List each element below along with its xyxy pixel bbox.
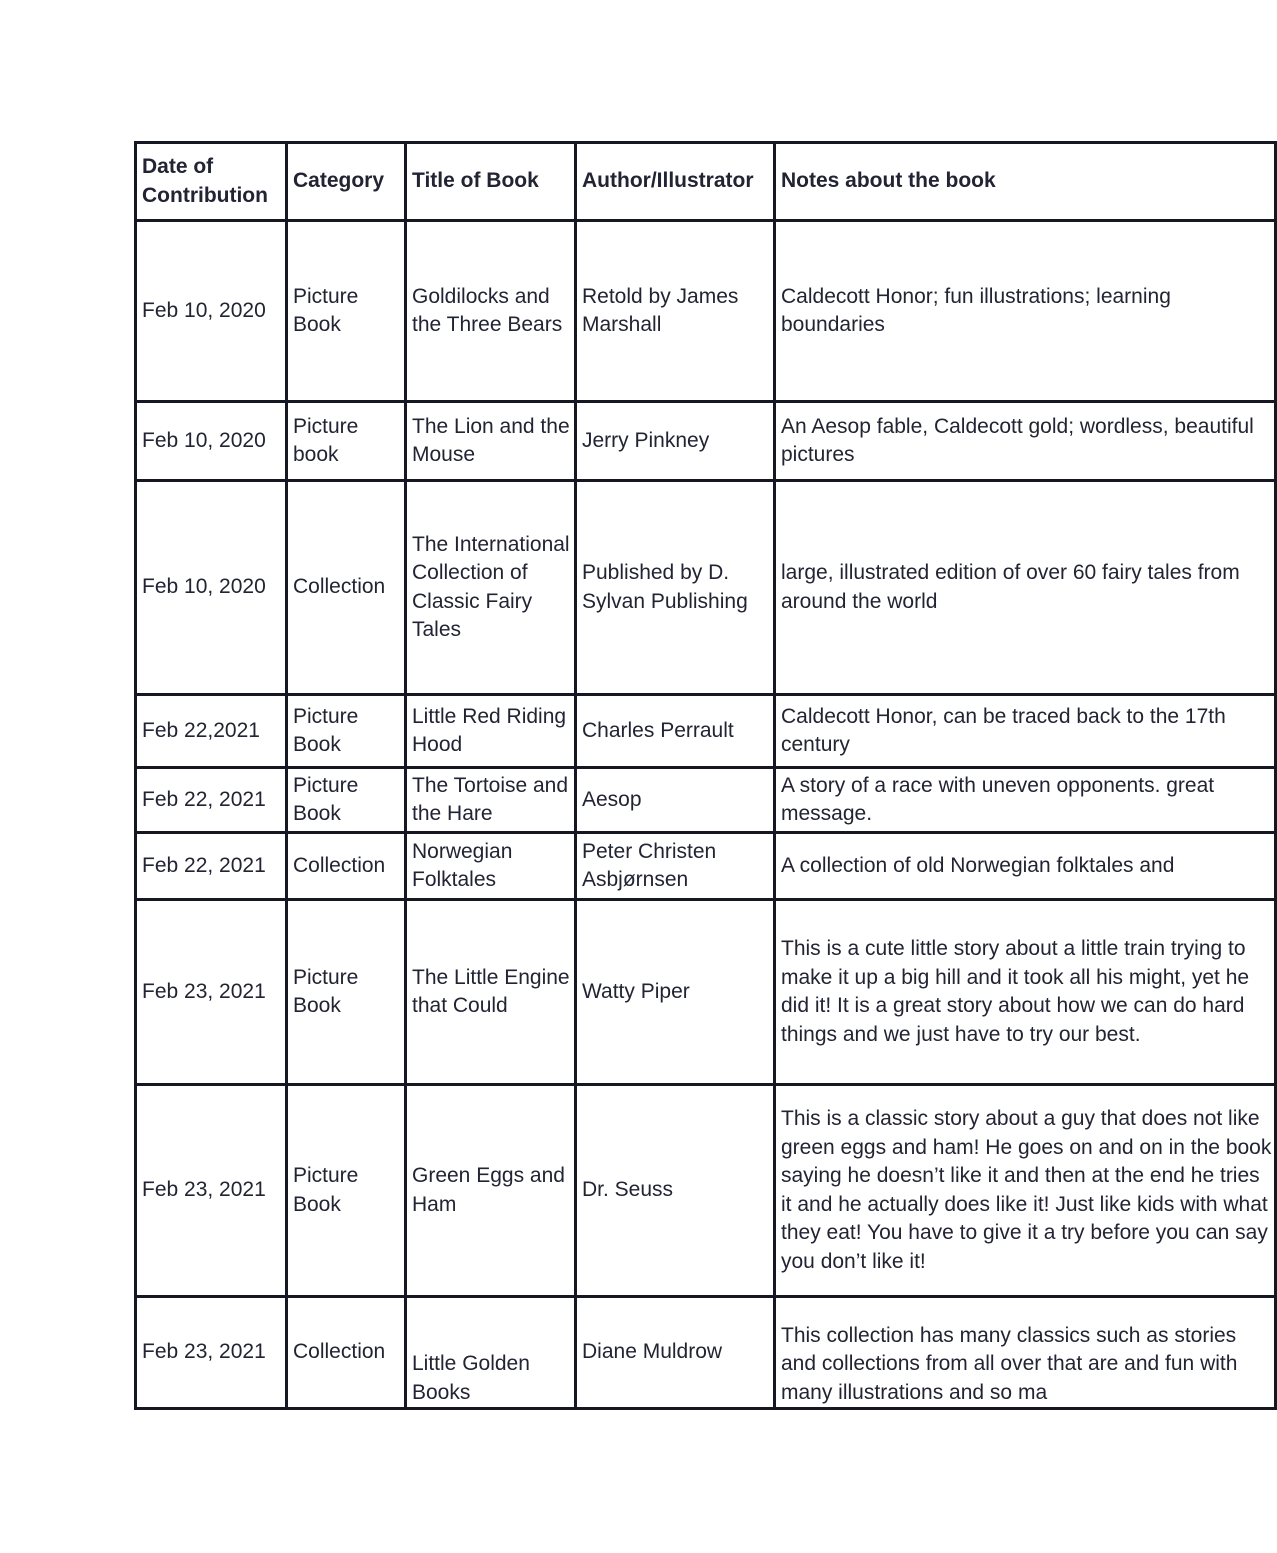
cell-author: Aesop bbox=[576, 768, 775, 833]
table-row bbox=[136, 833, 1276, 900]
cell-category: Collection bbox=[287, 833, 406, 900]
header-date-of-contribution: Date of Contribution bbox=[136, 143, 287, 221]
table-row bbox=[136, 1297, 1276, 1409]
cell-notes: This is a cute little story about a little train trying to make it up a big hill and it took all his might, yet he did it! It is a great story about how we can do hard things and we just have to try our best. bbox=[775, 900, 1276, 1085]
table-row bbox=[136, 481, 1276, 695]
cell-category: Collection bbox=[287, 481, 406, 695]
cell-notes: This collection has many classics such as stories and collections from all over that are and fun with many illustrations and so ma bbox=[775, 1297, 1276, 1409]
table-row bbox=[136, 402, 1276, 481]
cell-notes: Caldecott Honor; fun illustrations; learning boundaries bbox=[775, 221, 1276, 402]
table-row bbox=[136, 1085, 1276, 1297]
cell-category: Collection bbox=[287, 1297, 406, 1409]
table-row bbox=[136, 221, 1276, 402]
cell-author: Watty Piper bbox=[576, 900, 775, 1085]
table-header-row bbox=[136, 143, 1276, 221]
cell-notes: This is a classic story about a guy that does not like green eggs and ham! He goes on and on in the book saying he doesn’t like it and then at the end he tries it and he actually does like it! Just like kids with what they eat! You have to give it a try before you can say you don’t like it! bbox=[775, 1085, 1276, 1297]
cell-notes: A story of a race with uneven opponents. great message. bbox=[775, 768, 1276, 833]
cell-date: Feb 23, 2021 bbox=[136, 1085, 287, 1297]
cell-title: Goldilocks and the Three Bears bbox=[406, 221, 576, 402]
cell-author: Dr. Seuss bbox=[576, 1085, 775, 1297]
cell-category: Picture Book bbox=[287, 1085, 406, 1297]
cell-title: The Tortoise and the Hare bbox=[406, 768, 576, 833]
cell-date: Feb 23, 2021 bbox=[136, 1297, 287, 1409]
cell-category: Picture Book bbox=[287, 900, 406, 1085]
header-category: Category bbox=[287, 143, 406, 221]
cell-date: Feb 22, 2021 bbox=[136, 833, 287, 900]
cell-title: Little Golden Books bbox=[406, 1297, 576, 1409]
table-row bbox=[136, 768, 1276, 833]
cell-notes: large, illustrated edition of over 60 fairy tales from around the world bbox=[775, 481, 1276, 695]
header-title-of-book: Title of Book bbox=[406, 143, 576, 221]
header-notes: Notes about the book bbox=[775, 143, 1276, 221]
book-contribution-table bbox=[134, 141, 1277, 1410]
cell-date: Feb 10, 2020 bbox=[136, 221, 287, 402]
cell-notes: An Aesop fable, Caldecott gold; wordless, beautiful pictures bbox=[775, 402, 1276, 481]
cell-notes: A collection of old Norwegian folktales and bbox=[775, 833, 1276, 900]
cell-date: Feb 10, 2020 bbox=[136, 402, 287, 481]
cell-category: Picture Book bbox=[287, 768, 406, 833]
cell-category: Picture Book bbox=[287, 221, 406, 402]
cell-title: Little Red Riding Hood bbox=[406, 695, 576, 768]
cell-title: The Lion and the Mouse bbox=[406, 402, 576, 481]
cell-author: Retold by James Marshall bbox=[576, 221, 775, 402]
cell-category: Picture Book bbox=[287, 695, 406, 768]
cell-author: Published by D. Sylvan Publishing bbox=[576, 481, 775, 695]
cell-date: Feb 23, 2021 bbox=[136, 900, 287, 1085]
cell-date: Feb 22,2021 bbox=[136, 695, 287, 768]
table-row bbox=[136, 900, 1276, 1085]
header-author-illustrator: Author/Illustrator bbox=[576, 143, 775, 221]
cell-date: Feb 22, 2021 bbox=[136, 768, 287, 833]
cell-category: Picture book bbox=[287, 402, 406, 481]
cell-author: Jerry Pinkney bbox=[576, 402, 775, 481]
cell-title: The Little Engine that Could bbox=[406, 900, 576, 1085]
cell-title: Norwegian Folktales bbox=[406, 833, 576, 900]
cell-notes: Caldecott Honor, can be traced back to the 17th century bbox=[775, 695, 1276, 768]
cell-author: Diane Muldrow bbox=[576, 1297, 775, 1409]
cell-author: Charles Perrault bbox=[576, 695, 775, 768]
cell-author: Peter Christen Asbjørnsen bbox=[576, 833, 775, 900]
cell-title: Green Eggs and Ham bbox=[406, 1085, 576, 1297]
cell-title: The International Collection of Classic Fairy Tales bbox=[406, 481, 576, 695]
table-row bbox=[136, 695, 1276, 768]
cell-date: Feb 10, 2020 bbox=[136, 481, 287, 695]
